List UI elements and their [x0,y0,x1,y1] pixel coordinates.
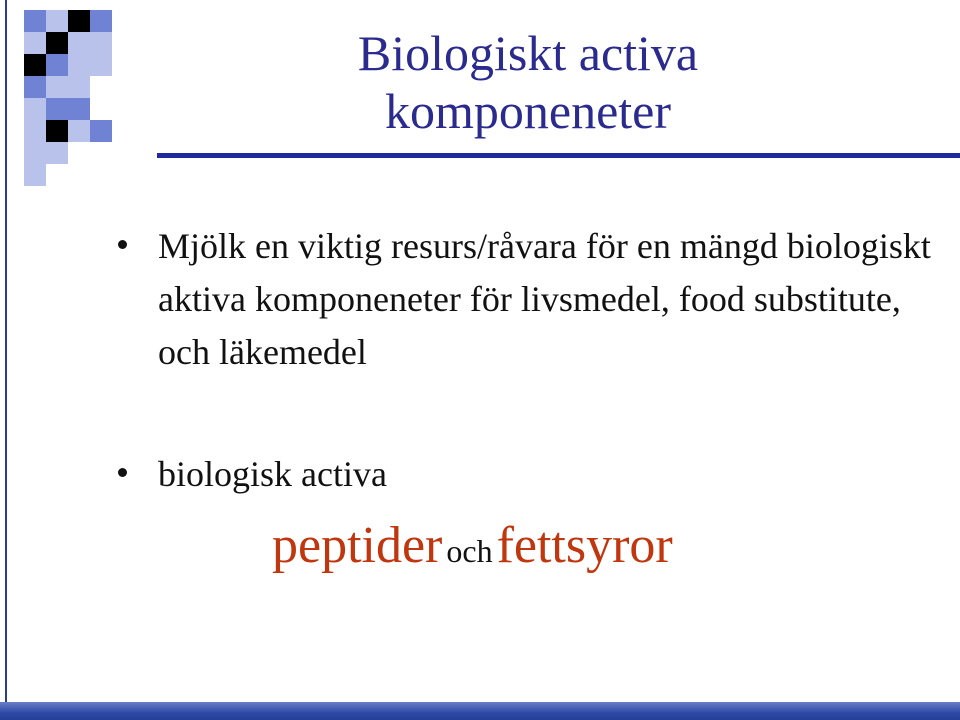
emphasis-line [272,516,872,575]
bullet-item [118,448,938,504]
bullet-item [118,220,938,380]
bullet-dot-icon [118,240,127,249]
bullet-text: biologisk activa [158,454,387,494]
bottom-bar [0,702,960,720]
emphasis-word-fettsyror: fettsyror [496,517,673,574]
emphasis-connector: och [446,533,493,569]
emphasis-word-peptider: peptider [272,517,443,574]
slide-title: Biologiskt activa komponeneter [357,25,699,139]
checker-logo [0,0,120,190]
bullet-text: Mjölk en viktig resurs/råvara för en mängd biologiskt aktiva komponeneter för livsmedel, food substitute, och läkemedel [158,226,931,372]
title-underline [157,153,960,158]
bullet-dot-icon [118,468,127,477]
